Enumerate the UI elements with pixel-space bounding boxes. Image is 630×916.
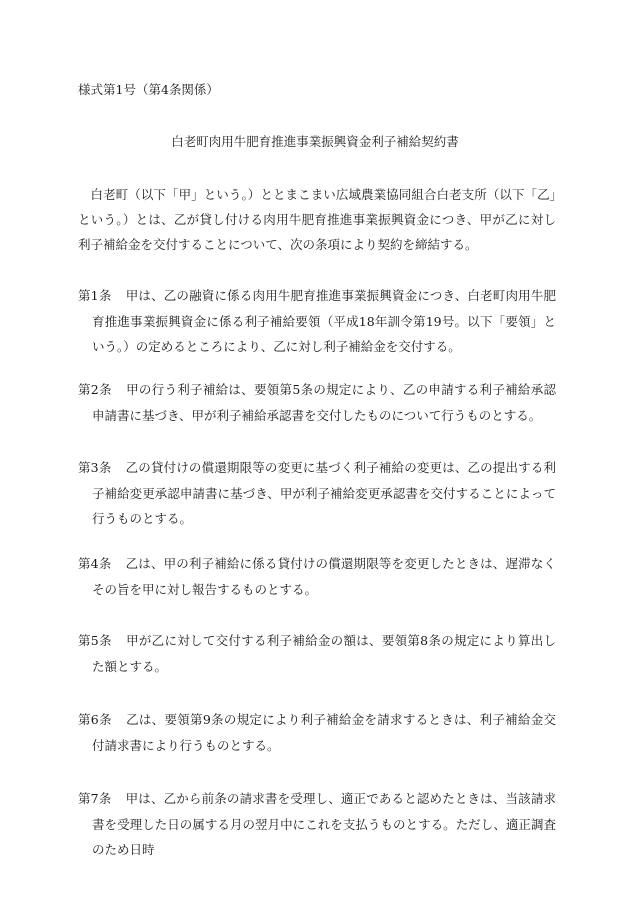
- article-number: 第4条: [78, 556, 112, 571]
- article-4: [78, 551, 556, 602]
- article-1: [78, 283, 556, 360]
- article-2: [78, 377, 556, 428]
- article-6: [78, 707, 556, 758]
- article-number: 第1条: [78, 288, 112, 303]
- article-text: 甲が乙に対して交付する利子補給金の額は、要領第8条の規定により算出した額とする。: [92, 633, 556, 674]
- article-number: 第6条: [78, 712, 112, 727]
- article-text: 乙は、甲の利子補給に係る貸付けの償還期限等を変更したときは、遅滞なくその旨を甲に対し報告するものとする。: [92, 556, 556, 597]
- article-text: 乙の貸付けの償還期限等の変更に基づく利子補給の変更は、乙の提出する利子補給変更承認申請書に基づき、甲が利子補給変更承認書を交付することによって行うものとする。: [92, 460, 556, 526]
- article-3: [78, 455, 556, 532]
- article-5: [78, 628, 556, 679]
- article-text: 甲は、乙の融資に係る肉用牛肥育推進事業振興資金につき、白老町肉用牛肥育推進事業振興資金に係る利子補給要領（平成18年訓令第19号。以下「要領」という。）の定めるところにより、乙に対し利子補給金を交付する。: [92, 288, 556, 354]
- article-text: 甲の行う利子補給は、要領第5条の規定により、乙の申請する利子補給承認申請書に基づき、甲が利子補給承認書を交付したものについて行うものとする。: [92, 382, 556, 423]
- article-7: [78, 786, 556, 863]
- article-number: 第7条: [78, 791, 112, 806]
- article-number: 第5条: [78, 633, 112, 648]
- document-title: 白老町肉用牛肥育推進事業振興資金利子補給契約書: [171, 134, 459, 149]
- article-text: 甲は、乙から前条の請求書を受理し、適正であると認めたときは、当該請求書を受理した日の属する月の翌月中にこれを支払うものとする。ただし、適正調査のため日時: [92, 791, 556, 857]
- form-number-label: 様式第1号（第4条関係）: [78, 82, 219, 97]
- article-number: 第3条: [78, 460, 112, 475]
- article-number: 第2条: [78, 382, 112, 397]
- article-text: 乙は、要領第9条の規定により利子補給金を請求するときは、利子補給金交付請求書により行うものとする。: [92, 712, 556, 753]
- intro-paragraph: 白老町（以下「甲」という。）ととまこまい広域農業協同組合白老支所（以下「乙」という。）とは、乙が貸し付ける肉用牛肥育推進事業振興資金につき、甲が乙に対し利子補給金を交付することについて、次の条項により契約を締結する。: [78, 187, 556, 252]
